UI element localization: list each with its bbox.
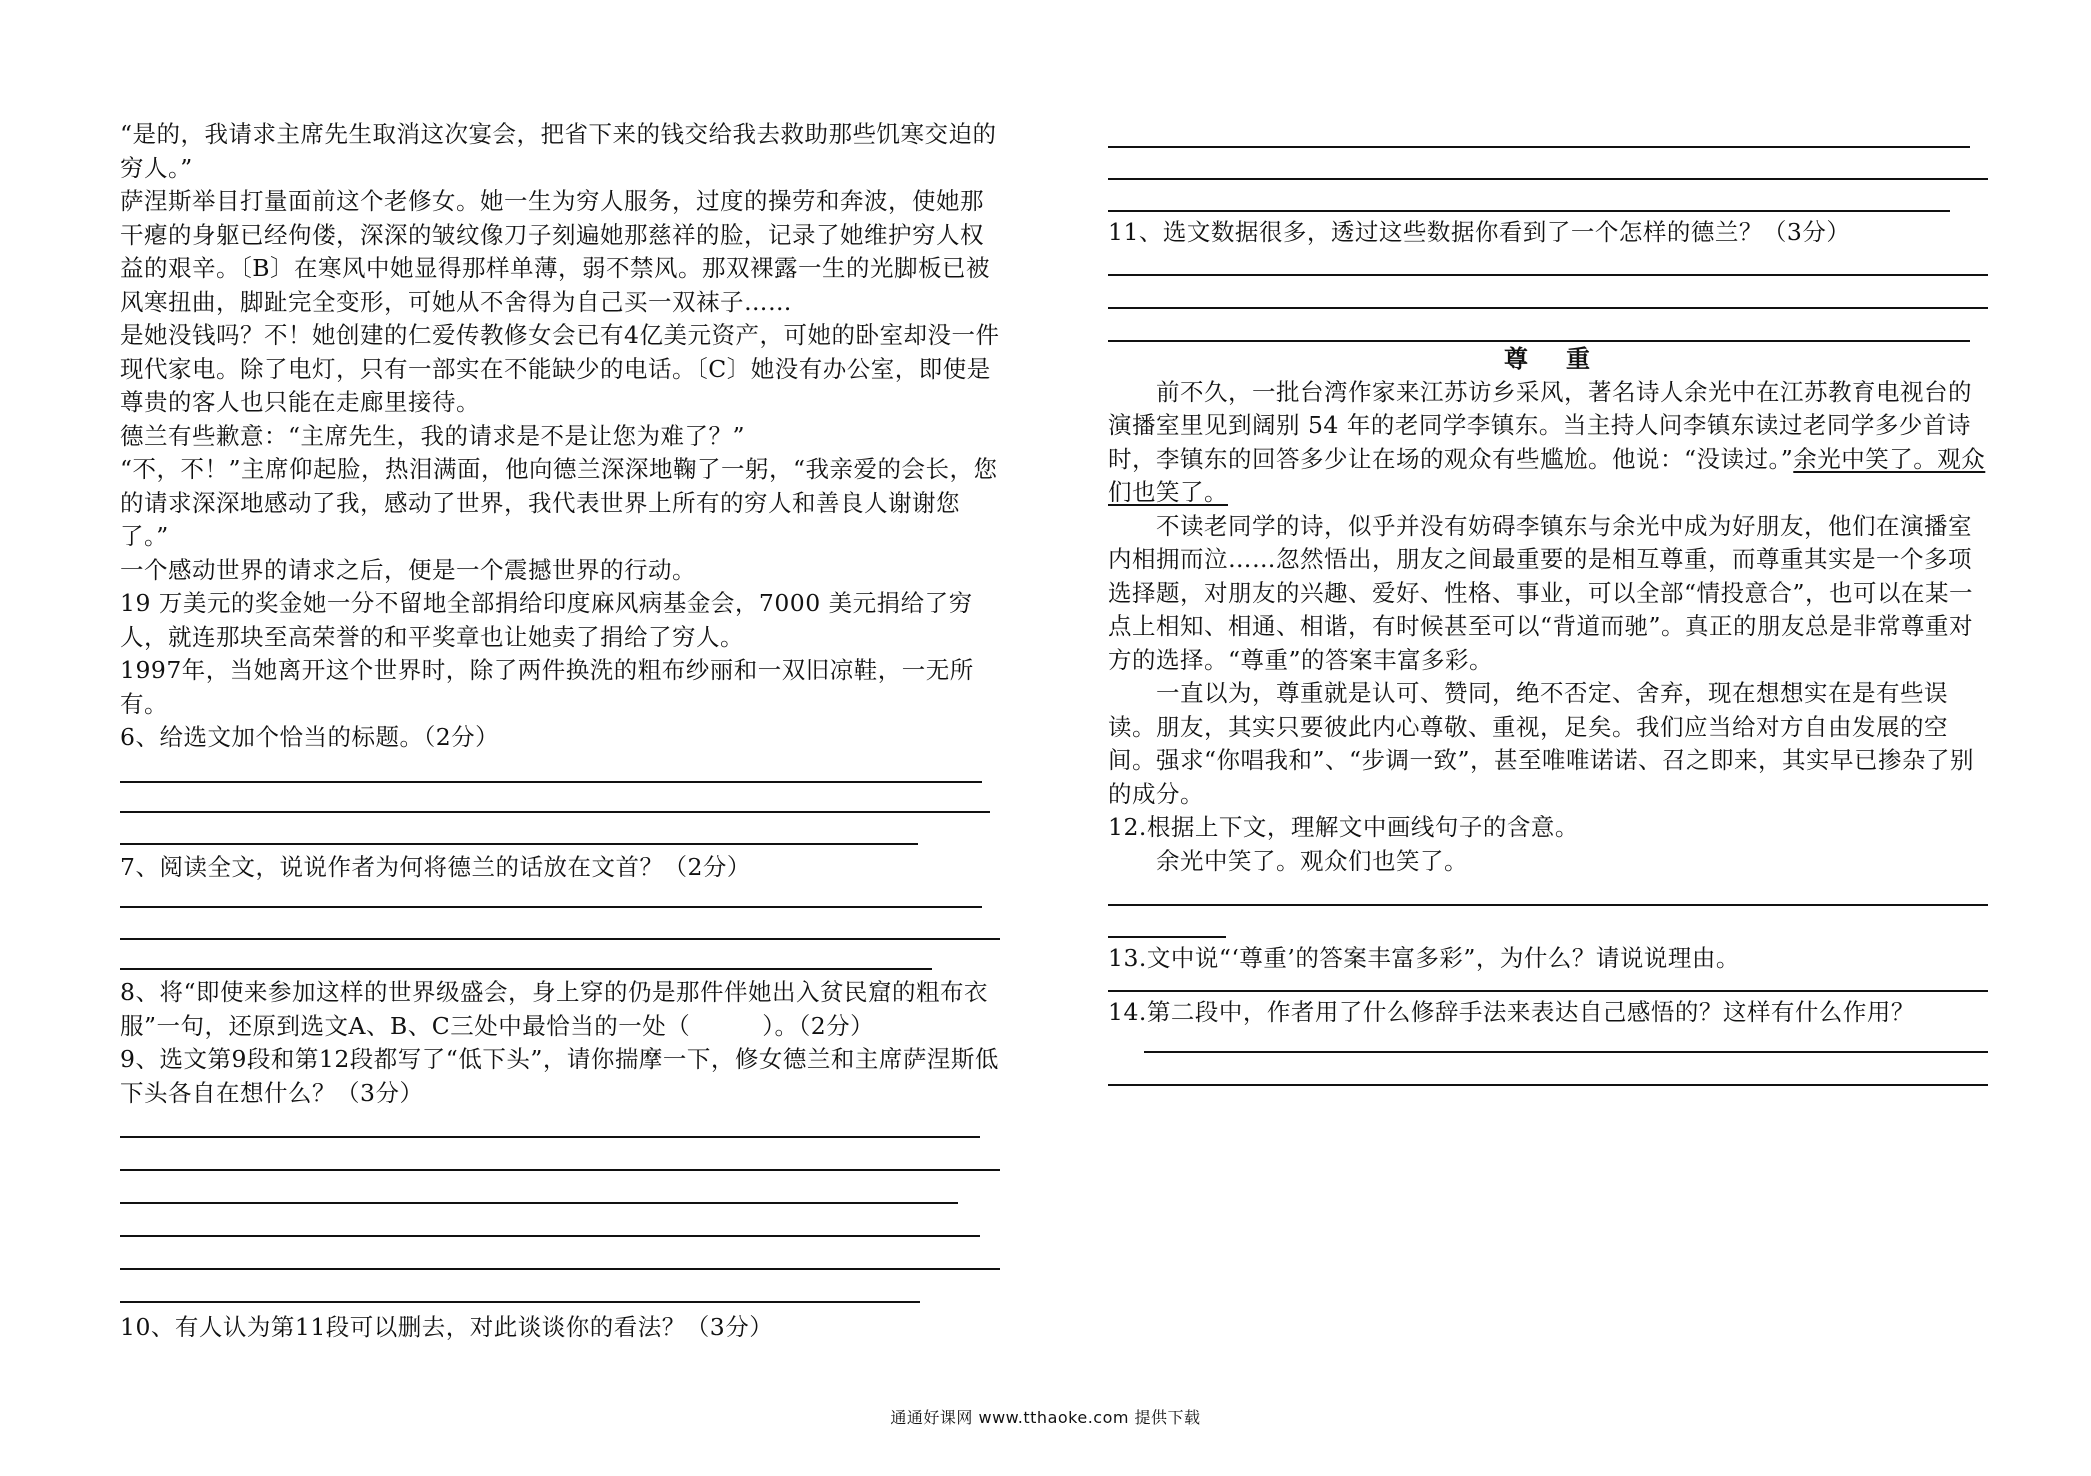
- answer-line[interactable]: [120, 1301, 920, 1303]
- answer-line[interactable]: [120, 843, 918, 845]
- underlined-sentence: 余光中笑了。观众们也笑了。: [1108, 444, 1986, 506]
- answer-line[interactable]: [1108, 274, 1988, 276]
- answer-line[interactable]: [1108, 178, 1988, 180]
- answer-line[interactable]: [1144, 1051, 1988, 1053]
- passage-paragraph: 一个感动世界的请求之后，便是一个震撼世界的行动。: [120, 555, 696, 584]
- question-12: 12.根据上下文，理解文中画线句子的含意。: [1108, 813, 1579, 841]
- passage-paragraph: 萨涅斯举目打量面前这个老修女。她一生为穷人服务，过度的操劳和奔波，使她那干瘪的身躯已经佝偻，深深的皱纹像刀子刻遍她那慈祥的脸，记录了她维护穷人权益的艰辛。〔B〕在寒风中她显得那样单薄，弱不禁风。那双裸露一生的光脚板已被风寒扭曲，脚趾完全变形，可她从不舍得为自己买一双袜子……: [120, 187, 991, 316]
- answer-line[interactable]: [120, 968, 932, 970]
- question-11: 11、选文数据很多，透过这些数据你看到了一个怎样的德兰？（3分）: [1108, 218, 1851, 246]
- answer-line[interactable]: [1108, 990, 1988, 992]
- essay-paragraph-3: 一直以为，尊重就是认可、赞同，绝不否定、舍弃，现在想想实在是有些误读。朋友，其实只要彼此内心尊敬、重视，足矣。我们应当给对方自由发展的空间。强求“你唱我和”、“步调一致”，甚至唯唯诺诺、召之即来，其实早已掺杂了别的成分。: [1108, 679, 1975, 808]
- essay-paragraph-2: 不读老同学的诗，似乎并没有妨碍李镇东与余光中成为好朋友，他们在演播室内相拥而泣……忽然悟出，朋友之间最重要的是相互尊重，而尊重其实是一个多项选择题，对朋友的兴趣、爱好、性格、事业，可以全部“情投意合”，也可以在某一点上相知、相通、相谐，有时候甚至可以“背道而驰”。真正的朋友总是非常尊重对方的选择。“尊重”的答案丰富多彩。: [1108, 511, 1974, 674]
- passage-paragraph: 德兰有些歉意：“主席先生，我的请求是不是让您为难了？”: [120, 421, 746, 450]
- right-column: [1108, 146, 1988, 1086]
- passage-paragraph: 19 万美元的奖金她一分不留地全部捐给印度麻风病基金会，7000 美元捐给了穷人，就连那块至高荣誉的和平奖章也让她卖了捐给了穷人。: [120, 589, 973, 651]
- passage-paragraph: 是她没钱吗？不！她创建的仁爱传教修女会已有4亿美元资产，可她的卧室却没一件现代家电。除了电灯，只有一部实在不能缺少的电话。〔C〕她没有办公室，即使是尊贵的客人也只能在走廊里接待。: [120, 321, 1000, 416]
- question-13: 13.文中说“‘尊重’的答案丰富多彩”，为什么？请说说理由。: [1108, 944, 1740, 972]
- answer-line[interactable]: [120, 938, 1000, 940]
- question-12-quote: 余光中笑了。观众们也笑了。: [1156, 846, 1468, 875]
- answer-line[interactable]: [120, 906, 982, 908]
- answer-line[interactable]: [1108, 904, 1988, 906]
- answer-line[interactable]: [120, 1136, 980, 1138]
- answer-line[interactable]: [120, 781, 982, 783]
- passage-paragraph: “不，不！”主席仰起脸，热泪满面，他向德兰深深地鞠了一躬，“我亲爱的会长，您的请求深深地感动了我，感动了世界，我代表世界上所有的穷人和善良人谢谢您了。”: [120, 455, 998, 550]
- answer-line[interactable]: [120, 1169, 1000, 1171]
- answer-line[interactable]: [120, 811, 990, 813]
- essay-paragraph-1: 前不久，一批台湾作家来江苏访乡采风，著名诗人余光中在江苏教育电视台的演播室里见到阔别 54 年的老同学李镇东。当主持人问李镇东读过老同学多少首诗时，李镇东的回答多少让在场的观众有些尴尬。他说：“没读过。”余光中笑了。观众们也笑了。: [1108, 377, 1986, 506]
- answer-line[interactable]: [120, 1268, 1000, 1270]
- passage-paragraph: “是的，我请求主席先生取消这次宴会，把省下来的钱交给我去救助那些饥寒交迫的穷人。”: [120, 120, 997, 182]
- answer-line[interactable]: [120, 1202, 958, 1204]
- passage-paragraph: 1997年，当她离开这个世界时，除了两件换洗的粗布纱丽和一双旧凉鞋，一无所有。: [120, 656, 974, 718]
- answer-line[interactable]: [1108, 1084, 1988, 1086]
- question-6: 6、给选文加个恰当的标题。（2分）: [120, 723, 500, 751]
- left-column: [120, 118, 1000, 1345]
- answer-line[interactable]: [1108, 936, 1226, 938]
- answer-line[interactable]: [1108, 307, 1988, 309]
- essay-title: 尊 重: [1504, 343, 1592, 373]
- page-footer: 通通好课网 www.tthaoke.com 提供下载: [890, 1408, 1201, 1427]
- question-14: 14.第二段中，作者用了什么修辞手法来表达自己感悟的？这样有什么作用？: [1108, 997, 1915, 1026]
- answer-line[interactable]: [1108, 210, 1950, 212]
- question-10: 10、有人认为第11段可以删去，对此谈谈你的看法？（3分）: [120, 1313, 774, 1341]
- answer-line[interactable]: [120, 1235, 980, 1237]
- answer-line[interactable]: [1108, 146, 1970, 148]
- question-8: 8、将“即使来参加这样的世界级盛会，身上穿的仍是那件伴她出入贫民窟的粗布衣服”一句，还原到选文A、B、C三处中最恰当的一处（ ）。（2分）: [120, 978, 988, 1040]
- question-7: 7、阅读全文，说说作者为何将德兰的话放在文首？（2分）: [120, 852, 751, 881]
- question-9: 9、选文第9段和第12段都写了“低下头”，请你揣摩一下，修女德兰和主席萨涅斯低下头各自在想什么？（3分）: [120, 1045, 999, 1107]
